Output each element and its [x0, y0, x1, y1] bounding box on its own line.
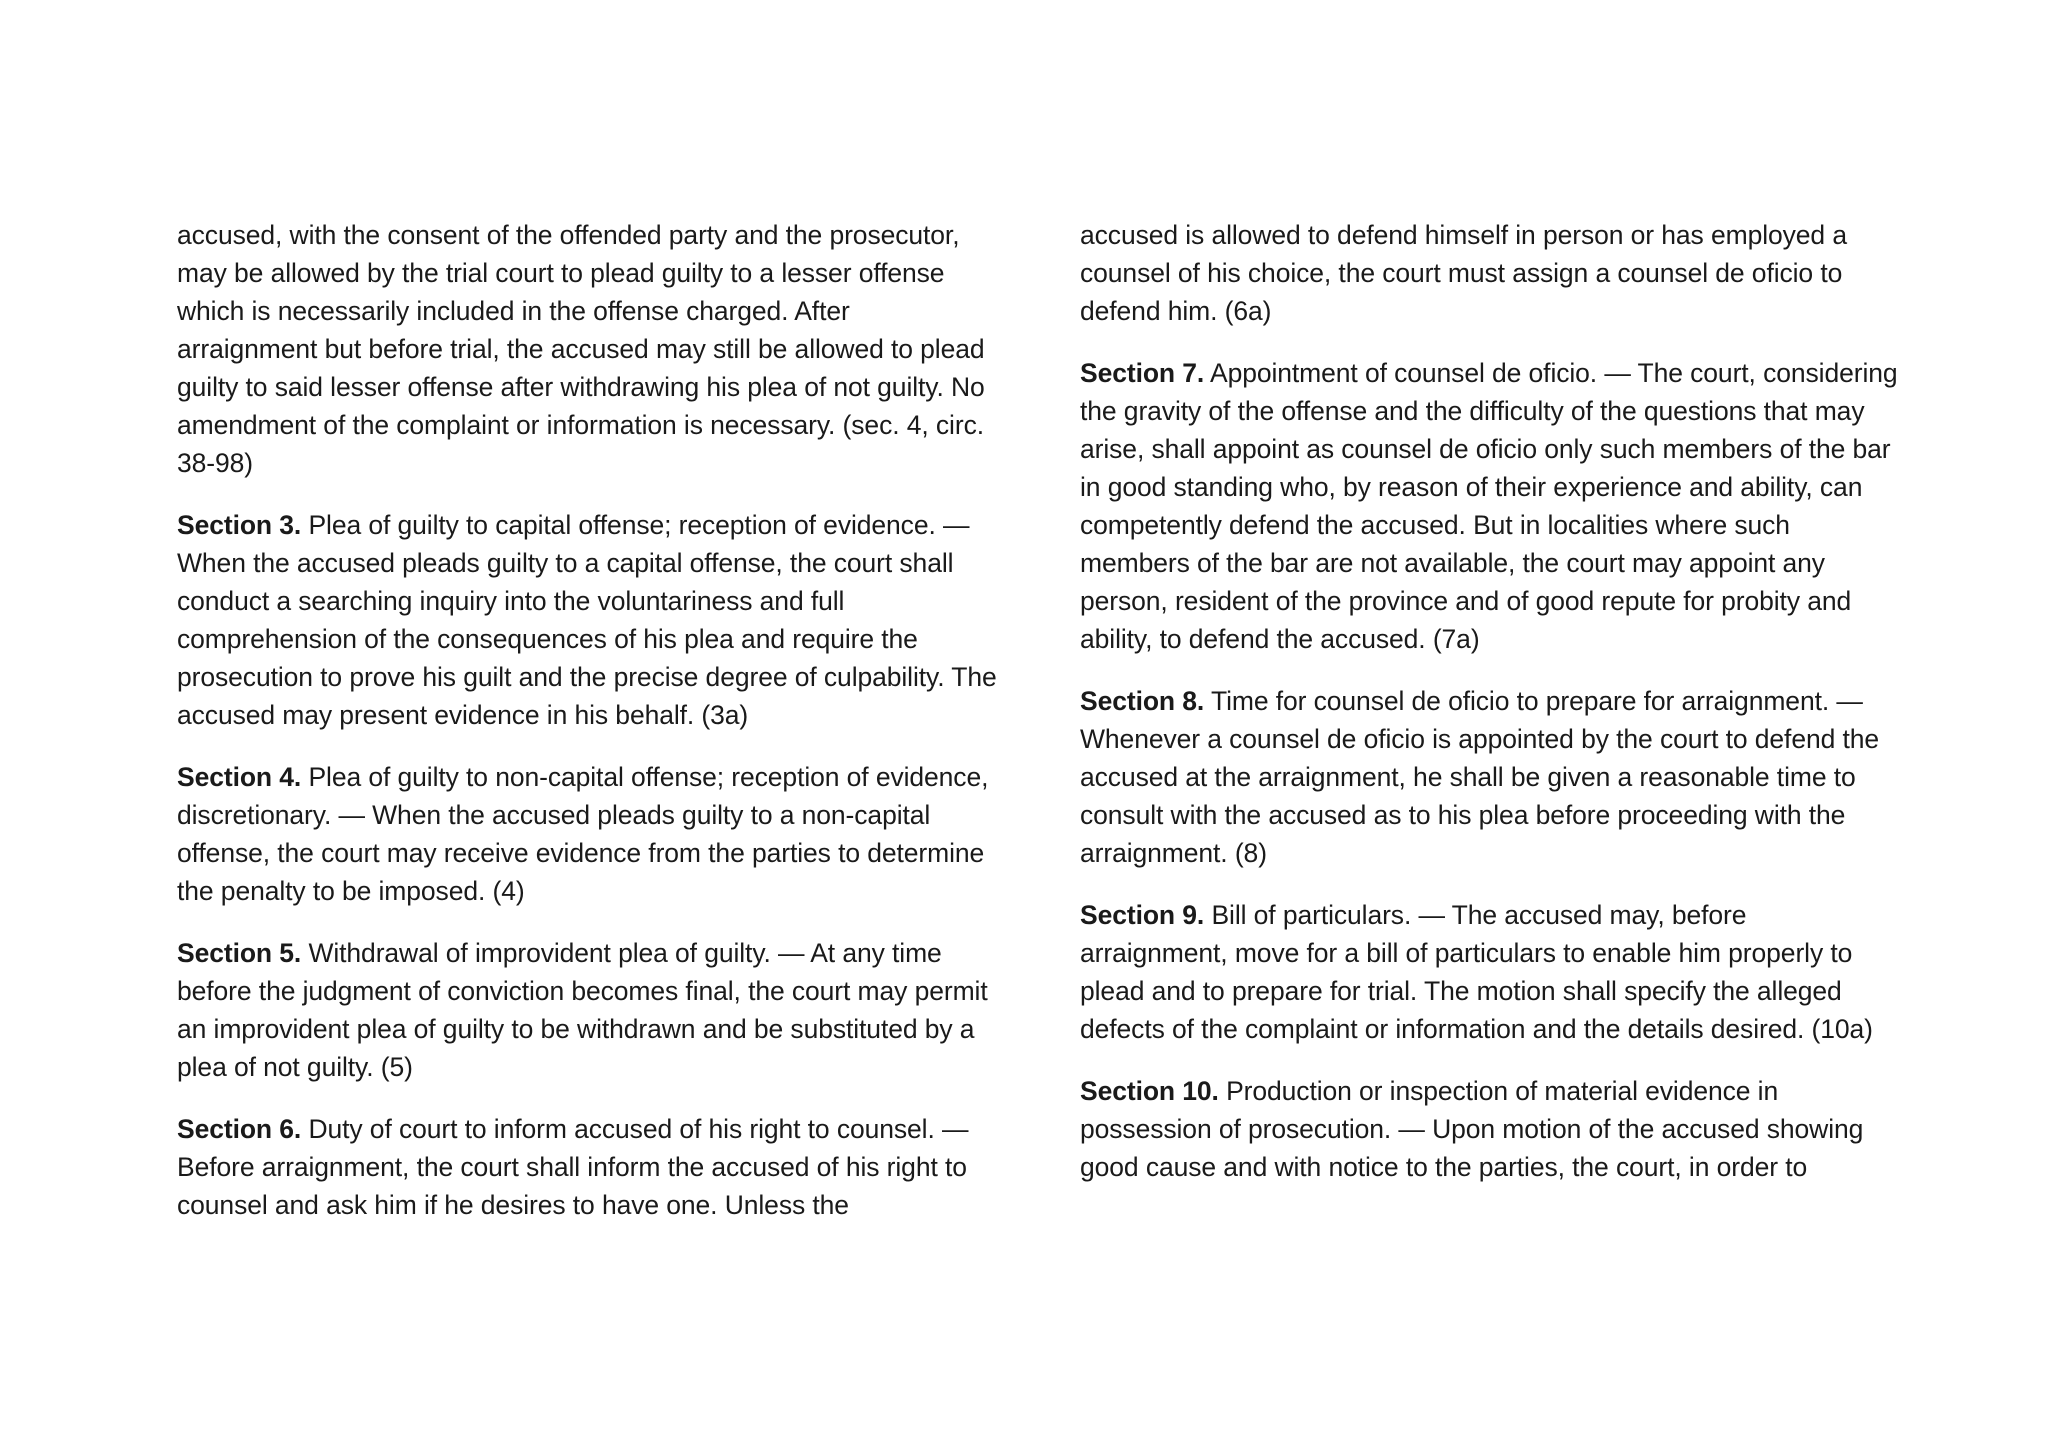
section-10-paragraph	[1080, 1072, 1898, 1186]
section-10-text: Production or inspection of material evidence in possession of prosecution. — Upon motion of the accused showing good cause and with notice to the parties, the court, in order to	[1080, 1076, 1864, 1182]
section-7-heading: Section 7.	[1080, 358, 1205, 388]
section-9-paragraph	[1080, 896, 1898, 1048]
section-7-text: Appointment of counsel de oficio. — The court, considering the gravity of the offense and the difficulty of the questions that may arise, shall appoint as counsel de oficio only such members of the bar in good standing who, by reason of their experience and ability, can competently defend the accused. But in localities where such members of the bar are not available, the court may appoint any person, resident of the province and of good repute for probity and ability, to defend the accused. (7a)	[1080, 358, 1898, 654]
section-3-text: Plea of guilty to capital offense; reception of evidence. — When the accused pleads guilty to a capital offense, the court shall conduct a searching inquiry into the voluntariness and full comprehension of the consequences of his plea and require the prosecution to prove his guilt and the precise degree of culpability. The accused may present evidence in his behalf. (3a)	[177, 510, 997, 730]
section-8-paragraph	[1080, 682, 1898, 872]
section-6-continuation	[1080, 216, 1898, 330]
section-5-heading: Section 5.	[177, 938, 302, 968]
section-10-heading: Section 10.	[1080, 1076, 1219, 1106]
right-column	[1080, 216, 1898, 1210]
section-4-paragraph	[177, 758, 997, 910]
section-4-heading: Section 4.	[177, 762, 302, 792]
section-3-heading: Section 3.	[177, 510, 302, 540]
paragraph-text: accused is allowed to defend himself in person or has employed a counsel of his choice, the court must assign a counsel de oficio to defend him. (6a)	[1080, 220, 1847, 326]
section-8-heading: Section 8.	[1080, 686, 1205, 716]
section-6-paragraph	[177, 1110, 997, 1224]
section-6-heading: Section 6.	[177, 1114, 302, 1144]
section-7-paragraph	[1080, 354, 1898, 658]
paragraph-text: accused, with the consent of the offended party and the prosecutor, may be allowed by the trial court to plead guilty to a lesser offense which is necessarily included in the offense charged. After arraignment but before trial, the accused may still be allowed to plead guilty to said lesser offense after withdrawing his plea of not guilty. No amendment of the complaint or information is necessary. (sec. 4, circ. 38-98)	[177, 220, 985, 478]
left-column	[177, 216, 997, 1248]
section-8-text: Time for counsel de oficio to prepare for arraignment. — Whenever a counsel de oficio is appointed by the court to defend the accused at the arraignment, he shall be given a reasonable time to consult with the accused as to his plea before proceeding with the arraignment. (8)	[1080, 686, 1880, 868]
section-3-paragraph	[177, 506, 997, 734]
section-5-text: Withdrawal of improvident plea of guilty. — At any time before the judgment of conviction becomes final, the court may permit an improvident plea of guilty to be withdrawn and be substituted by a plea of not guilty. (5)	[177, 938, 988, 1082]
paragraph-continuation	[177, 216, 997, 482]
section-9-text: Bill of particulars. — The accused may, before arraignment, move for a bill of particulars to enable him properly to plead and to prepare for trial. The motion shall specify the alleged defects of the complaint or information and the details desired. (10a)	[1080, 900, 1873, 1044]
section-6-text: Duty of court to inform accused of his right to counsel. — Before arraignment, the court shall inform the accused of his right to counsel and ask him if he desires to have one. Unless the	[177, 1114, 969, 1220]
section-9-heading: Section 9.	[1080, 900, 1205, 930]
section-5-paragraph	[177, 934, 997, 1086]
section-4-text: Plea of guilty to non-capital offense; reception of evidence, discretionary. — When the accused pleads guilty to a non-capital offense, the court may receive evidence from the parties to determine the penalty to be imposed. (4)	[177, 762, 989, 906]
